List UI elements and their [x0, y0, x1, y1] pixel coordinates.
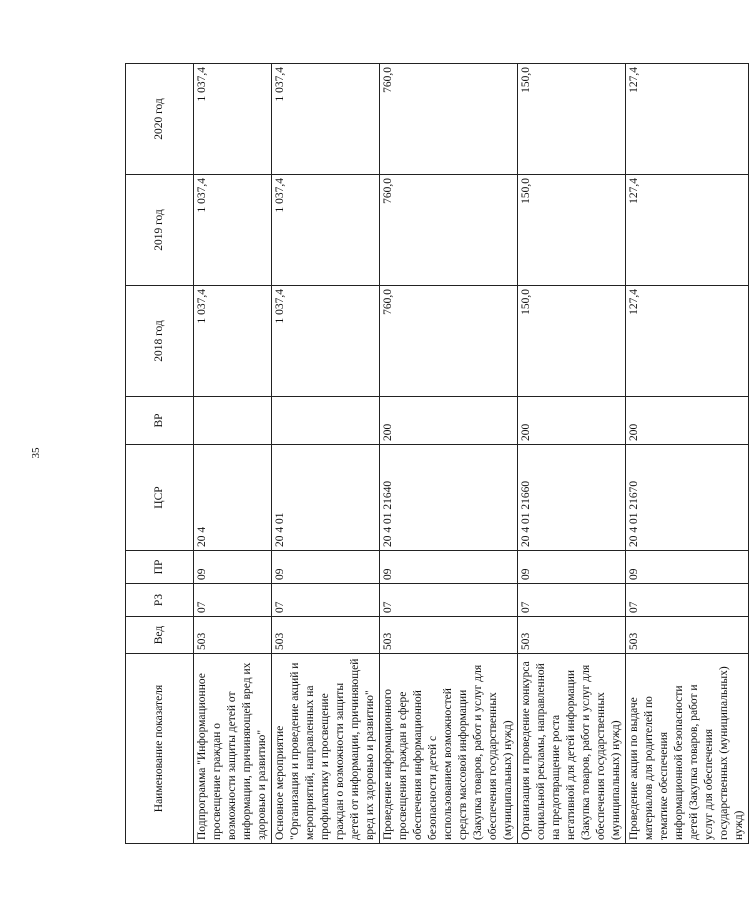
header-rz: РЗ [126, 584, 194, 617]
cell-vr: 200 [518, 397, 626, 445]
table-row [518, 64, 626, 844]
cell-name: Проведение информационного просвещения граждан в сфере обеспечения информационной безопасности детей с использованием возможностей средств массовой информации (Закупка товаров, работ и услуг для обеспечения государственных (муниципальных) нужд) [380, 654, 518, 844]
header-pr: ПР [126, 551, 194, 584]
cell-csr: 20 4 01 [272, 445, 380, 551]
cell-2020: 1 037,4 [194, 64, 272, 175]
cell-csr: 20 4 [194, 445, 272, 551]
cell-pr: 09 [194, 551, 272, 584]
cell-ved: 503 [194, 617, 272, 654]
cell-rz: 07 [518, 584, 626, 617]
cell-2019: 1 037,4 [194, 175, 272, 286]
header-2020: 2020 год [126, 64, 194, 175]
table-row [626, 64, 749, 844]
header-2018: 2018 год [126, 286, 194, 397]
table-row [380, 64, 518, 844]
cell-2018: 150,0 [518, 286, 626, 397]
budget-table [125, 63, 749, 844]
cell-rz: 07 [380, 584, 518, 617]
cell-name: Организация и проведение конкурса социальной рекламы, направленной на предотвращение роста негативной для детей информации (Закупка товаров, работ и услуг для обеспечения государственных (муниципальных) нужд) [518, 654, 626, 844]
cell-2018: 127,4 [626, 286, 749, 397]
header-name: Наименование показателя [126, 654, 194, 844]
cell-csr: 20 4 01 21640 [380, 445, 518, 551]
cell-pr: 09 [518, 551, 626, 584]
cell-vr [194, 397, 272, 445]
cell-csr: 20 4 01 21660 [518, 445, 626, 551]
cell-name: Проведение акции по выдаче материалов для родителей по тематике обеспечения информационной безопасности детей (Закупка товаров, работ и услуг для обеспечения государственных (муниципальных) нужд) [626, 654, 749, 844]
cell-rz: 07 [194, 584, 272, 617]
cell-pr: 09 [626, 551, 749, 584]
cell-2018: 760,0 [380, 286, 518, 397]
cell-ved: 503 [380, 617, 518, 654]
cell-pr: 09 [272, 551, 380, 584]
cell-2020: 150,0 [518, 64, 626, 175]
cell-pr: 09 [380, 551, 518, 584]
cell-2018: 1 037,4 [194, 286, 272, 397]
cell-vr: 200 [380, 397, 518, 445]
rotated-page-content [125, 64, 745, 844]
cell-vr [272, 397, 380, 445]
cell-2020: 760,0 [380, 64, 518, 175]
page-number: 35 [30, 447, 42, 459]
cell-2019: 1 037,4 [272, 175, 380, 286]
cell-rz: 07 [626, 584, 749, 617]
cell-rz: 07 [272, 584, 380, 617]
cell-2020: 127,4 [626, 64, 749, 175]
cell-vr: 200 [626, 397, 749, 445]
cell-name: Основное мероприятие "Организация и проведение акций и мероприятий, направленных на профилактику и просвещение граждан о возможности защиты детей от информации, причиняющей вред их здоровью и развитию" [272, 654, 380, 844]
cell-ved: 503 [626, 617, 749, 654]
cell-2019: 127,4 [626, 175, 749, 286]
cell-2019: 150,0 [518, 175, 626, 286]
cell-2019: 760,0 [380, 175, 518, 286]
header-ved: Вед [126, 617, 194, 654]
table-row [194, 64, 272, 844]
cell-2020: 1 037,4 [272, 64, 380, 175]
cell-ved: 503 [518, 617, 626, 654]
header-2019: 2019 год [126, 175, 194, 286]
cell-csr: 20 4 01 21670 [626, 445, 749, 551]
table-header-row [126, 64, 194, 844]
table-row [272, 64, 380, 844]
header-csr: ЦСР [126, 445, 194, 551]
cell-name: Подпрограмма "Информационное просвещение граждан о возможности защиты детей от информации, причиняющей вред их здоровью и развитию" [194, 654, 272, 844]
cell-ved: 503 [272, 617, 380, 654]
cell-2018: 1 037,4 [272, 286, 380, 397]
header-vr: ВР [126, 397, 194, 445]
